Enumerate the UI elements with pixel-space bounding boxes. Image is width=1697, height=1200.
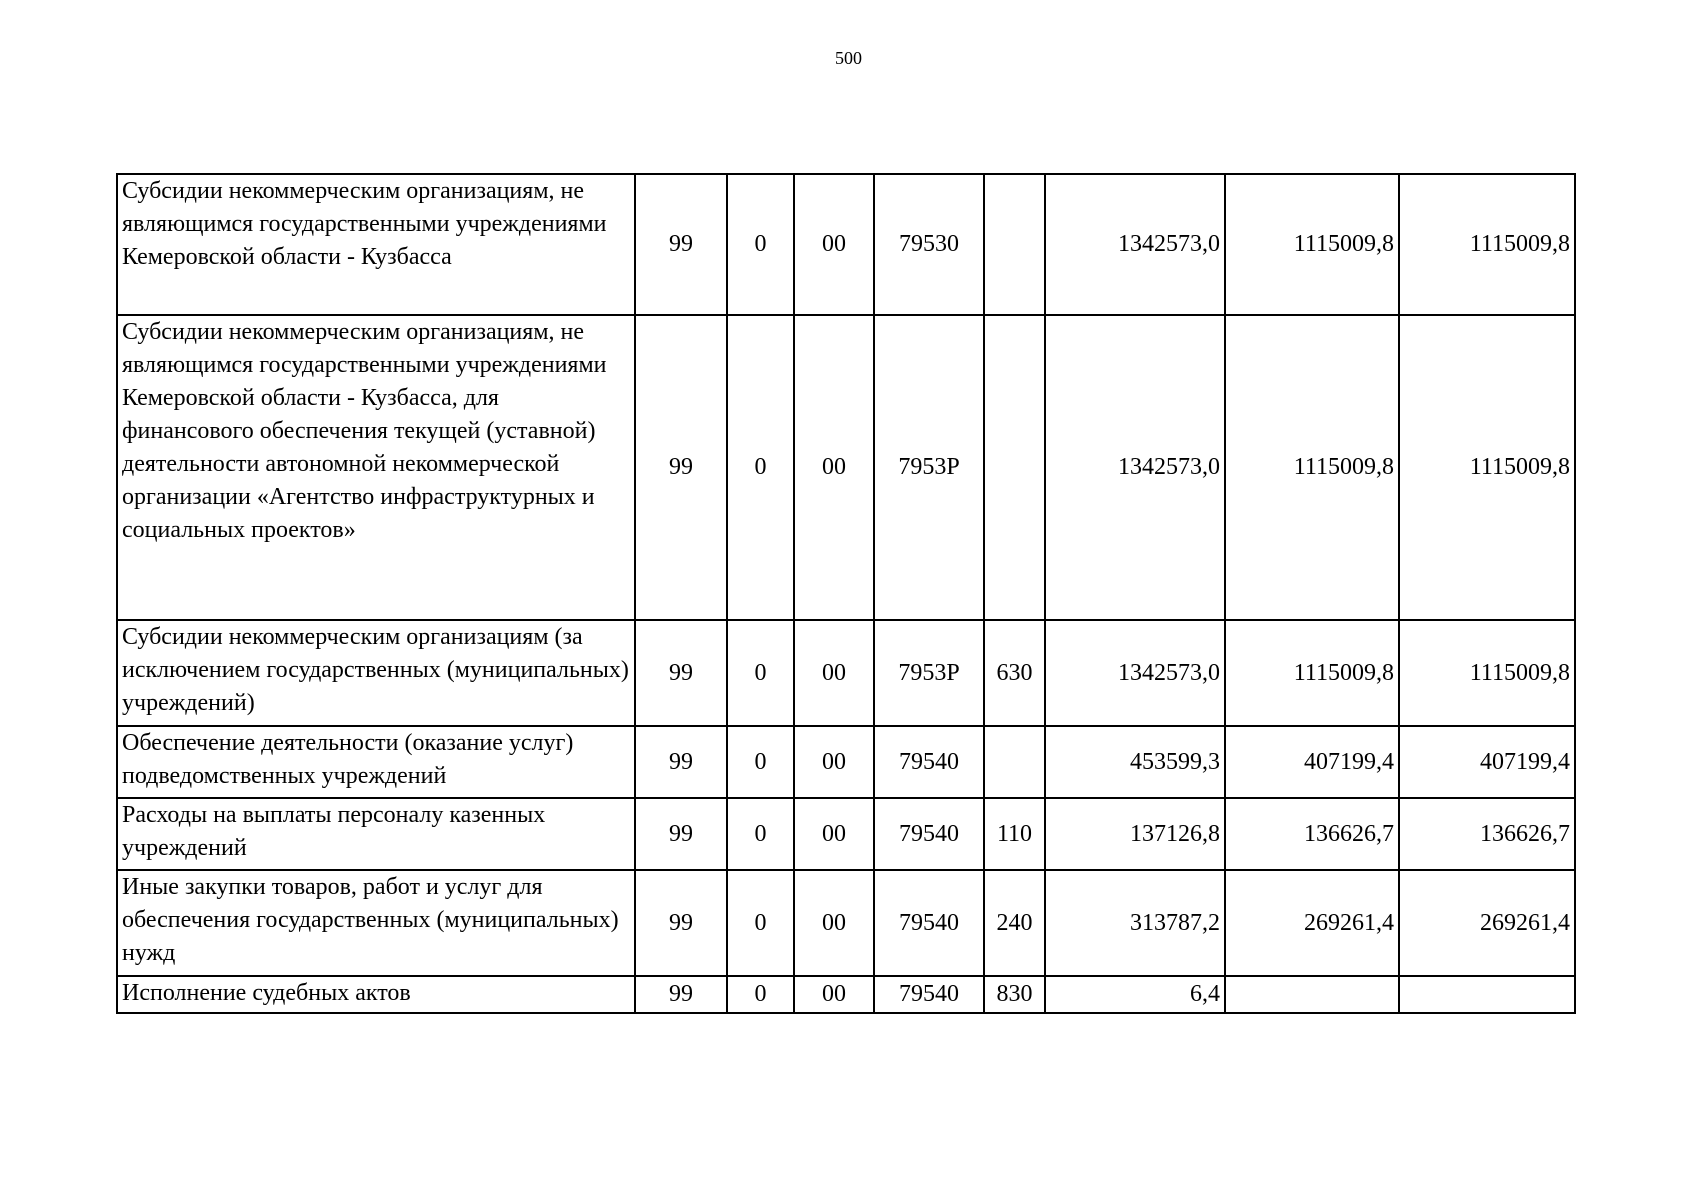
amount-year-3: 1115009,8 (1399, 620, 1575, 726)
page-number: 500 (835, 48, 862, 68)
program-code: 99 (635, 976, 727, 1013)
direction-code: 7953Р (874, 315, 984, 620)
direction-code: 79540 (874, 726, 984, 798)
subprogram-code: 0 (727, 174, 794, 315)
direction-code: 7953Р (874, 620, 984, 726)
table-row (117, 315, 1575, 620)
expense-type-code: 830 (984, 976, 1045, 1013)
direction-code: 79540 (874, 798, 984, 870)
amount-year-2: 1115009,8 (1225, 620, 1399, 726)
expense-type-code: 110 (984, 798, 1045, 870)
row-name: Иные закупки товаров, работ и услуг для обеспечения государственных (муниципальных) нужд (117, 870, 635, 976)
expense-type-code (984, 726, 1045, 798)
main-event-code: 00 (794, 976, 874, 1013)
table-row (117, 174, 1575, 315)
program-code: 99 (635, 315, 727, 620)
expense-type-code (984, 174, 1045, 315)
row-name: Обеспечение деятельности (оказание услуг) подведомственных учреждений (117, 726, 635, 798)
main-event-code: 00 (794, 315, 874, 620)
table-row (117, 620, 1575, 726)
amount-year-2: 1115009,8 (1225, 174, 1399, 315)
row-name: Субсидии некоммерческим организациям, не являющимся государственными учреждениями Кемеровской области - Кузбасса (117, 174, 635, 315)
amount-year-1: 6,4 (1045, 976, 1225, 1013)
main-event-code: 00 (794, 174, 874, 315)
amount-year-2: 1115009,8 (1225, 315, 1399, 620)
program-code: 99 (635, 870, 727, 976)
amount-year-3 (1399, 976, 1575, 1013)
amount-year-2: 136626,7 (1225, 798, 1399, 870)
subprogram-code: 0 (727, 726, 794, 798)
amount-year-2: 269261,4 (1225, 870, 1399, 976)
program-code: 99 (635, 726, 727, 798)
amount-year-3: 1115009,8 (1399, 174, 1575, 315)
main-event-code: 00 (794, 620, 874, 726)
amount-year-3: 269261,4 (1399, 870, 1575, 976)
subprogram-code: 0 (727, 620, 794, 726)
amount-year-2 (1225, 976, 1399, 1013)
amount-year-3: 136626,7 (1399, 798, 1575, 870)
expense-type-code (984, 315, 1045, 620)
subprogram-code: 0 (727, 870, 794, 976)
amount-year-1: 1342573,0 (1045, 315, 1225, 620)
amount-year-1: 1342573,0 (1045, 620, 1225, 726)
subprogram-code: 0 (727, 976, 794, 1013)
program-code: 99 (635, 798, 727, 870)
row-name: Субсидии некоммерческим организациям, не являющимся государственными учреждениями Кемеровской области - Кузбасса, для финансового обеспечения текущей (уставной) деятельности автономной некоммерческой организации «Агентство инфраструктурных и социальных проектов» (117, 315, 635, 620)
amount-year-3: 1115009,8 (1399, 315, 1575, 620)
subprogram-code: 0 (727, 798, 794, 870)
amount-year-1: 313787,2 (1045, 870, 1225, 976)
main-event-code: 00 (794, 726, 874, 798)
row-name: Исполнение судебных актов (117, 976, 635, 1013)
row-name: Расходы на выплаты персоналу казенных учреждений (117, 798, 635, 870)
expense-type-code: 630 (984, 620, 1045, 726)
amount-year-2: 407199,4 (1225, 726, 1399, 798)
table-row (117, 726, 1575, 798)
direction-code: 79530 (874, 174, 984, 315)
main-event-code: 00 (794, 870, 874, 976)
direction-code: 79540 (874, 870, 984, 976)
amount-year-3: 407199,4 (1399, 726, 1575, 798)
amount-year-1: 1342573,0 (1045, 174, 1225, 315)
table-row (117, 976, 1575, 1013)
program-code: 99 (635, 174, 727, 315)
table-row (117, 798, 1575, 870)
main-event-code: 00 (794, 798, 874, 870)
table-row (117, 870, 1575, 976)
direction-code: 79540 (874, 976, 984, 1013)
budget-table (116, 173, 1576, 1014)
amount-year-1: 137126,8 (1045, 798, 1225, 870)
program-code: 99 (635, 620, 727, 726)
row-name: Субсидии некоммерческим организациям (за исключением государственных (муниципальных) учреждений) (117, 620, 635, 726)
subprogram-code: 0 (727, 315, 794, 620)
expense-type-code: 240 (984, 870, 1045, 976)
amount-year-1: 453599,3 (1045, 726, 1225, 798)
